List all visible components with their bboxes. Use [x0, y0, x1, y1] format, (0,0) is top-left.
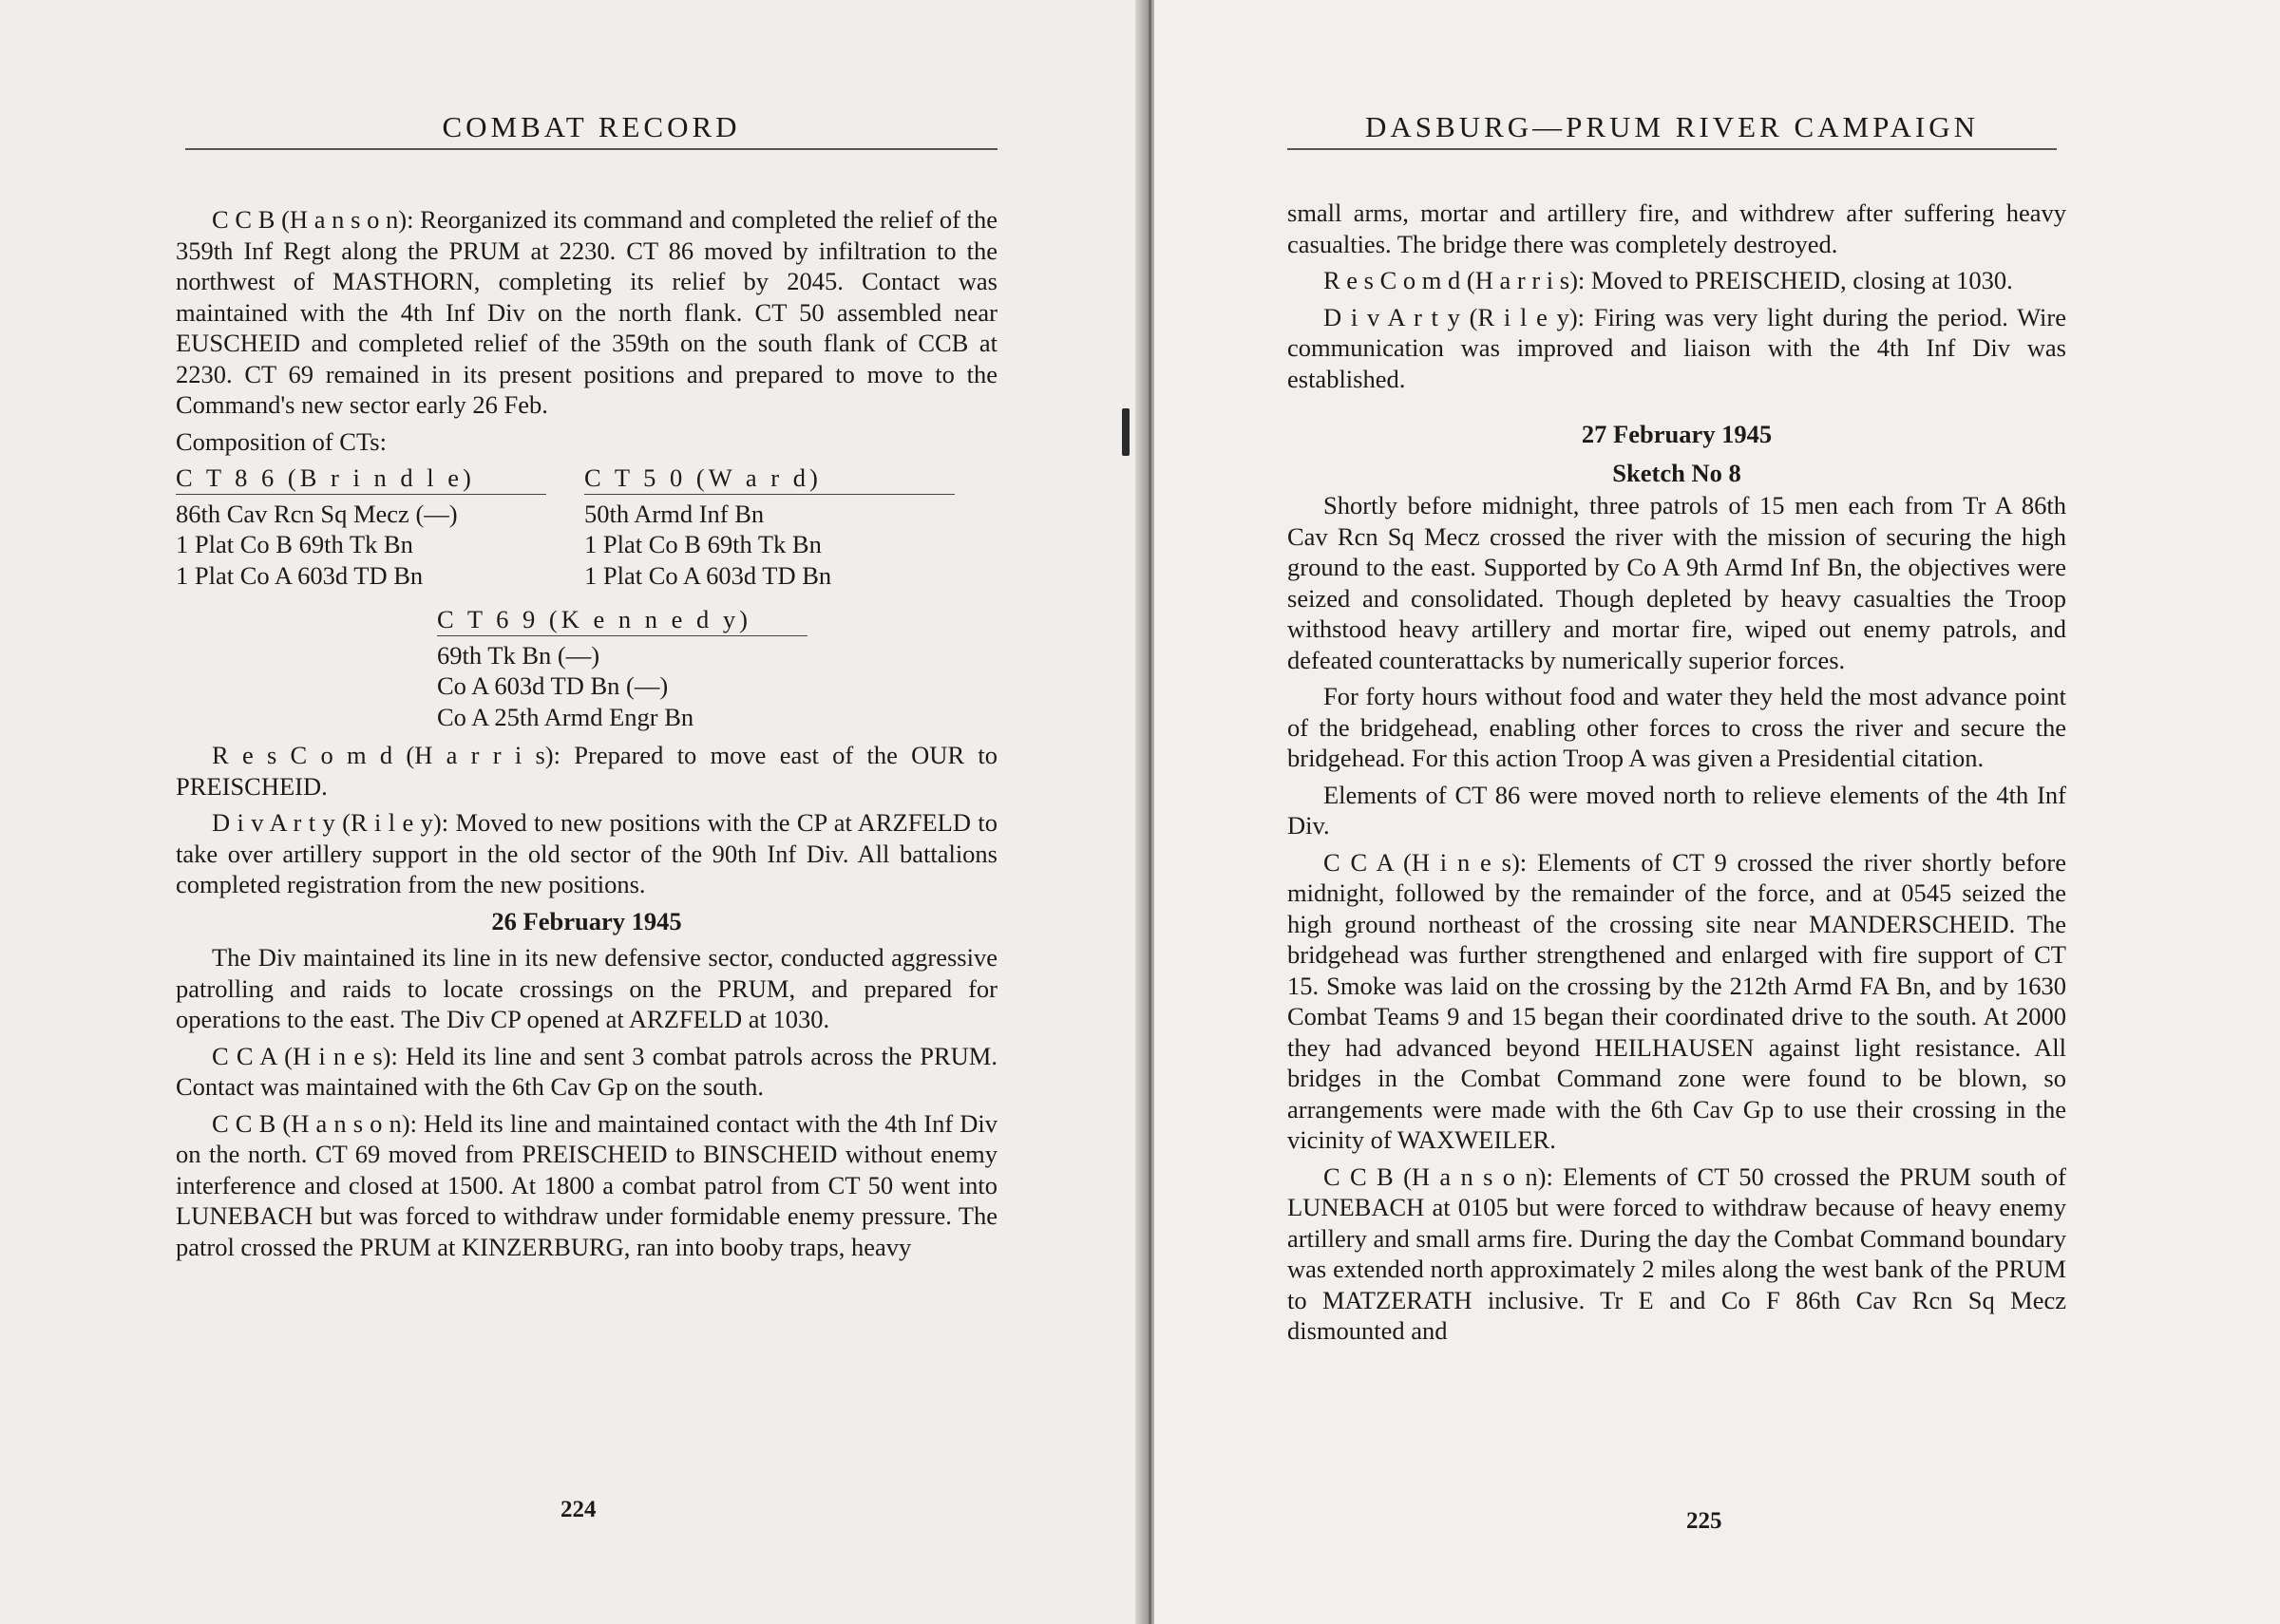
paragraph: small arms, mortar and artillery fire, and withdrew after suffering heavy casualties. The bridge there was completely destroyed. — [1287, 198, 2066, 258]
paragraph — [176, 1041, 998, 1103]
gutter-mark — [1122, 408, 1130, 456]
unit-lead: C C A (H i n e s): — [1323, 847, 1528, 877]
paragraph — [176, 1108, 998, 1263]
paragraph — [1287, 302, 2066, 395]
ct50-block — [584, 463, 993, 591]
unit-lead: D i v A r t y (R i l e y): — [212, 808, 449, 837]
paragraph: Shortly before midnight, three patrols of 15 men each from Tr A 86th Cav Rcn Sq Mecz crossed the river with the mission of securing the high ground to the east. Supported by Co A 9th Armd Inf Bn, the objectives were seized and consolidated. Though depleted by heavy casualties the Troop withstood heavy artillery and mortar fire, wiped out enemy patrols, and defeated counterattacks by numerically superior forces. — [1287, 491, 2066, 674]
paragraph-text: Reorganized its command and completed the relief of the 359th Inf Regt along the PRUM at 2230. CT 86 moved by infiltration to the northwest of MASTHORN, completing its relief by 2045. Contact was maintained with the 4th Inf Div on the north flank. CT 50 assembled near EUSCHEID and completed relief of the 359th on the south flank of CCB at 2230. CT 69 remained in its present positions and prepared to move to the Command's new sector early 26 Feb. — [176, 205, 998, 419]
paragraph-text: Held its line and maintained contact with the 4th Inf Div on the north. CT 69 moved from PREISCHEID to BINSCHEID without enemy interference and closed at 1500. At 1800 a combat patrol from CT 50 went into LUNEBACH but was forced to withdraw under formidable enemy pressure. The patrol crossed the PRUM at KINZERBURG, ran into booby traps, heavy — [176, 1108, 998, 1261]
paragraph-text: Moved to new positions with the CP at ARZFELD to take over artillery support in the old sector of the 90th Inf Div. All battalions completed registration from the new positions. — [176, 808, 998, 898]
ct50-line: 1 Plat Co A 603d TD Bn — [584, 560, 832, 590]
unit-lead: R e s C o m d (H a r r i s): — [212, 741, 560, 769]
paragraph-text: Firing was very light during the period. Wire communication was improved and liaison with the 4th Inf Div was established. — [1287, 302, 2067, 393]
left-text-column — [176, 204, 998, 1268]
paragraph-text: Prepared to move east of the OUR to PREISCHEID. — [176, 741, 998, 801]
paragraph-text: Elements of CT 50 crossed the PRUM south of LUNEBACH at 0105 but were forced to withdraw because of heavy enemy artillery and small arms fire. During the day the Combat Command boundary was extended north approximately 2 miles along the west bank of the PRUM to MATZERATH inclusive. Tr E and Co F 86th Cav Rcn Sq Mecz dismounted and — [1287, 1161, 2066, 1345]
date-heading: 26 February 1945 — [491, 906, 682, 935]
paragraph: For forty hours without food and water they held the most advance point of the bridgehead, enabling other forces to cross the river and secure the bridgehead. For this action Troop A was given a Presidential citation. — [1287, 682, 2066, 772]
paragraph: Elements of CT 86 were moved north to relieve elements of the 4th Inf Div. — [1287, 780, 2066, 840]
ct50-line: 1 Plat Co B 69th Tk Bn — [584, 530, 822, 558]
paragraph — [176, 807, 998, 900]
sketch-heading: Sketch No 8 — [1612, 458, 1741, 487]
ct-composition-row — [176, 463, 998, 591]
paragraph-text: Held its line and sent 3 combat patrols across the PRUM. Contact was maintained with the 6th Cav Gp on the south. — [176, 1041, 998, 1101]
ct86-line: 86th Cav Rcn Sq Mecz (—) — [176, 499, 458, 528]
ct69-block — [437, 604, 836, 732]
paragraph: The Div maintained its line in its new defensive sector, conducted aggressive patrolling and raids to locate crossings on the PRUM, and prepared for operations to the east. The Div CP opened at ARZFELD at 1030. — [176, 943, 998, 1033]
ct69-line: Co A 603d TD Bn (—) — [437, 671, 669, 700]
right-page — [1154, 0, 2280, 1624]
paragraph — [1287, 1161, 2066, 1347]
composition-label: Composition of CTs: — [176, 426, 387, 456]
ct69-heading: C T 6 9 (K e n n e d y) — [437, 604, 808, 636]
ct86-heading: C T 8 6 (B r i n d l e) — [176, 463, 546, 495]
paragraph — [1287, 265, 2066, 296]
unit-lead: C C A (H i n e s): — [212, 1041, 398, 1070]
ct86-line: 1 Plat Co B 69th Tk Bn — [176, 530, 413, 558]
date-heading: 27 February 1945 — [1581, 420, 1773, 448]
paragraph — [176, 204, 998, 421]
ct50-line: 50th Armd Inf Bn — [584, 499, 765, 528]
unit-lead: C C B (H a n s o n): — [212, 1108, 417, 1138]
right-text-column — [1287, 198, 2066, 1352]
paragraph-text: Elements of CT 9 crossed the river shortly before midnight, followed by the remainder of the force, and at 0545 seized the high ground northeast of the crossing site near MANDERSCHEID. The bridgehead was further strengthened and enlarged with fire support of CT 15. Smoke was laid on the crossing by the 212th Armd FA Bn, and by 1630 Combat Teams 9 and 15 began their coordinated drive to the south. At 2000 they had advanced beyond HEILHAUSEN against light resistance. All bridges in the Combat Command zone were found to be blown, so arrangements were made with the 6th Cav Gp to use their crossing in the vicinity of WAXWEILER. — [1287, 847, 2066, 1154]
page-number-right: 225 — [1686, 1508, 1722, 1534]
running-head-right: DASBURG—PRUM RIVER CAMPAIGN — [1287, 106, 2057, 150]
running-head-left: COMBAT RECORD — [185, 106, 998, 150]
paragraph-text: Moved to PREISCHEID, closing at 1030. — [1585, 266, 2013, 294]
unit-lead: C C B (H a n s o n): — [212, 205, 414, 234]
page-number-left: 224 — [560, 1497, 597, 1522]
ct86-line: 1 Plat Co A 603d TD Bn — [176, 560, 424, 590]
ct50-heading: C T 5 0 (W a r d) — [584, 463, 955, 495]
unit-lead: C C B (H a n s o n): — [1323, 1161, 1553, 1191]
unit-lead: D i v A r t y (R i l e y): — [1323, 302, 1586, 331]
ct69-line: Co A 25th Armd Engr Bn — [437, 702, 694, 731]
paragraph — [176, 740, 998, 802]
paragraph — [1287, 847, 2066, 1156]
unit-lead: R e s C o m d (H a r r i s): — [1323, 266, 1586, 294]
ct86-block — [176, 463, 584, 591]
ct69-line: 69th Tk Bn (—) — [437, 640, 600, 670]
